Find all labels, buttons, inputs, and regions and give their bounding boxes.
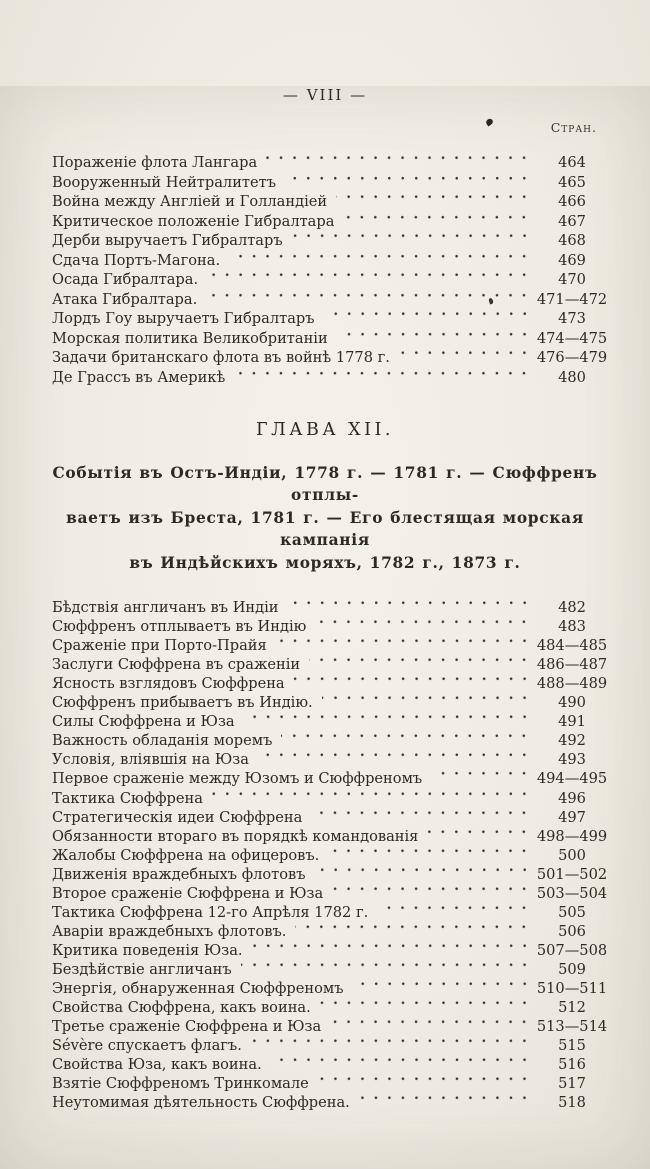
toc-row [52,290,608,310]
toc-row [52,348,608,368]
toc-entry-title: Ясность взглядовъ Сюффрена [52,675,285,693]
toc-row [52,368,608,388]
chapter-summary-line: въ Индѣйскихъ моряхъ, 1782 г., 1873 г. [129,553,521,572]
toc-entry-page: 466 [558,193,586,210]
dot-leader [431,769,534,788]
dot-leader [315,617,534,636]
toc-entry-title: Третье сраженіе Сюффрена и Юза [52,1018,322,1036]
toc-entry-title: Обязанности втораго въ порядкѣ командованія [52,827,419,845]
dot-leader [212,789,534,808]
toc-row [52,153,608,173]
toc-entry-title: Аваріи враждебныхъ флотовъ. [52,922,287,940]
toc-entry-page: 467 [558,212,586,230]
dot-leader [315,865,534,884]
toc-entry-page: 492 [558,732,586,750]
toc-entry-page: 506 [558,922,586,940]
chapter-summary-line: ваетъ изъ Бреста, 1781 г. — Его блестящая морская кампанія [66,508,584,550]
toc-row [52,750,608,769]
toc-row [52,329,608,349]
toc-entry-title: Атака Гибралтара. [52,290,198,308]
toc-entry-title: Морская политика Великобританіи [52,329,328,347]
toc-entry-page: 510—511 [536,979,608,997]
toc-row [52,674,608,693]
toc-row [52,173,608,193]
dot-leader [337,329,534,349]
dot-leader [324,309,534,329]
toc-entry-title: Заслуги Сюффрена въ сраженіи [52,656,301,674]
toc-entry-title: Свойства Сюффрена, какъ воина. [52,999,311,1017]
toc-entry-page: 513—514 [536,1018,608,1036]
toc-row [52,655,608,674]
toc-entry-title: Сдача Портъ-Магона. [52,251,221,269]
toc-entry-page: 476—479 [536,349,608,366]
toc-row [52,693,608,712]
toc-entry-page: 497 [558,808,586,826]
toc-entry-title: Вооруженный Нейтралитетъ [52,173,276,191]
toc-entry-page: 505 [558,903,586,921]
dot-leader [271,1055,534,1074]
dot-leader [328,846,534,865]
toc-entry-title: Движенія враждебныхъ флотовъ [52,865,306,883]
dot-leader [330,1017,534,1036]
toc-row [52,865,608,884]
dot-leader [353,979,534,998]
dot-leader [309,655,534,674]
toc-row [52,309,608,329]
toc-entry-page: 516 [558,1056,586,1074]
toc-list-chapter-12 [0,598,650,1112]
chapter-summary [0,462,650,574]
page-number-header: — VIII — [282,86,368,104]
dot-leader [266,153,534,173]
dot-leader [285,173,534,193]
dot-leader [276,636,534,655]
toc-entry-page: 483 [558,618,586,636]
toc-row [52,884,608,903]
toc-entry-page: 473 [558,310,586,327]
toc-entry-title: Дерби выручаетъ Гибралтаръ [52,232,283,249]
toc-entry-title: Тактика Сюффрена [52,789,203,807]
page-column-label: Стран. [550,120,597,135]
toc-entry-title: Бездѣйствіе англичанъ [52,960,232,978]
toc-entry-title: Sévère спускаетъ флагъ. [52,1037,242,1055]
toc-row [52,998,608,1017]
toc-entry-page: 500 [558,846,586,864]
dot-leader [207,270,534,290]
toc-entry-title: Стратегическія идеи Сюффрена [52,808,303,826]
toc-row [52,846,608,865]
dot-leader [288,598,534,617]
toc-entry-page: 517 [558,1075,586,1093]
toc-row [52,922,608,941]
toc-entry-title: Де Грассъ въ Америкѣ [52,368,226,386]
dot-leader [258,750,534,769]
dot-leader [295,922,534,941]
toc-row [52,1036,608,1055]
toc-entry-title: Бѣдствія англичанъ въ Индіи [52,599,279,617]
toc-row [52,789,608,808]
dot-leader [206,290,534,310]
toc-entry-page: 488—489 [536,675,608,693]
toc-entry-title: Неутомимая дѣятельность Сюффрена. [52,1094,350,1112]
toc-entry-title: Критическое положеніе Гибралтара [52,212,335,230]
toc-entry-page: 474—475 [536,329,608,347]
toc-entry-title: Сраженіе при Порто-Прайя [52,637,267,655]
toc-row [52,251,608,271]
chapter-heading: ГЛАВА XII. [256,420,394,440]
toc-row [52,808,608,827]
dot-leader [251,1036,534,1055]
dot-leader [244,712,534,731]
dot-leader [332,884,534,903]
toc-entry-page: 469 [558,251,586,269]
chapter-summary-line: Событія въ Остъ-Индіи, 1778 г. — 1781 г. — Сюффренъ отплы- [52,464,598,505]
toc-entry-page: 468 [558,232,586,249]
dot-leader [320,998,534,1017]
toc-row [52,598,608,617]
toc-entry-title: Сюффренъ отплываетъ въ Индію [52,618,307,636]
dot-leader [377,903,534,922]
toc-entry-page: 465 [558,173,586,191]
toc-entry-title: Условія, вліявшія на Юза [52,751,249,769]
toc-row [52,979,608,998]
dot-leader [241,960,534,979]
toc-entry-title: Силы Сюффрена и Юза [52,713,235,731]
toc-entry-page: 480 [558,368,586,386]
toc-entry-title: Осада Гибралтара. [52,271,199,288]
dot-leader [336,192,534,212]
toc-row [52,617,608,636]
dot-leader [281,731,534,750]
toc-entry-page: 484—485 [536,637,608,655]
toc-row [52,231,608,251]
toc-row [52,636,608,655]
toc-entry-title: Жалобы Сюффрена на офицеровъ. [52,846,320,864]
toc-entry-title: Второе сраженіе Сюффрена и Юза [52,884,324,902]
dot-leader [322,693,534,712]
toc-row [52,769,608,788]
toc-entry-title: Важность обладанія моремъ [52,732,273,750]
toc-entry-page: 490 [558,694,586,712]
dot-leader [311,808,534,827]
toc-entry-title: Свойства Юза, какъ воина. [52,1056,262,1074]
toc-entry-title: Взятіе Сюффреномъ Тринкомале [52,1075,309,1093]
toc-entry-page: 493 [558,751,586,769]
toc-entry-title: Лордъ Гоу выручаетъ Гибралтаръ [52,310,315,327]
toc-entry-page: 498—499 [536,827,608,845]
toc-row [52,1055,608,1074]
dot-leader [318,1074,534,1093]
toc-row [52,270,608,290]
toc-row [52,1017,608,1036]
toc-list-top [0,153,650,387]
toc-entry-page: 507—508 [536,941,608,959]
toc-entry-page: 494—495 [536,770,608,788]
toc-row [52,192,608,212]
toc-row [52,712,608,731]
toc-row [52,941,608,960]
toc-row [52,1074,608,1093]
dot-leader [359,1093,534,1112]
toc-entry-page: 496 [558,789,586,807]
toc-entry-page: 486—487 [536,656,608,674]
toc-entry-page: 482 [558,599,586,617]
toc-entry-page: 512 [558,999,586,1017]
toc-entry-title: Пораженіе флота Лангара [52,154,258,171]
toc-row [52,960,608,979]
dot-leader [252,941,534,960]
dot-leader [399,348,534,368]
toc-entry-page: 509 [558,960,586,978]
dot-leader [292,231,534,251]
toc-entry-page: 501—502 [536,865,608,883]
toc-row [52,1093,608,1112]
dot-leader [234,368,534,388]
dot-leader [229,251,534,271]
toc-row [52,731,608,750]
toc-entry-title: Война между Англіей и Голландіей [52,193,328,210]
toc-entry-page: 491 [558,713,586,731]
toc-row [52,212,608,232]
toc-entry-title: Задачи британскаго флота въ войнѣ 1778 г. [52,349,390,366]
toc-entry-page: 471—472 [536,290,608,308]
toc-entry-page: 464 [558,154,586,171]
toc-entry-title: Критика поведенія Юза. [52,941,243,959]
dot-leader [294,674,534,693]
dot-leader [343,212,534,232]
toc-entry-page: 470 [558,271,586,288]
toc-entry-title: Сюффренъ прибываетъ въ Индію. [52,694,313,712]
toc-row [52,903,608,922]
toc-entry-page: 515 [558,1037,586,1055]
toc-entry-title: Первое сраженіе между Юзомъ и Сюффреномъ [52,770,423,788]
toc-entry-title: Тактика Сюффрена 12-го Апрѣля 1782 г. [52,903,369,921]
toc-entry-title: Энергія, обнаруженная Сюффреномъ [52,979,344,997]
toc-row [52,827,608,846]
dot-leader [427,827,534,846]
toc-entry-page: 518 [558,1094,586,1112]
scanned-book-page [0,86,650,1169]
toc-entry-page: 503—504 [536,884,608,902]
